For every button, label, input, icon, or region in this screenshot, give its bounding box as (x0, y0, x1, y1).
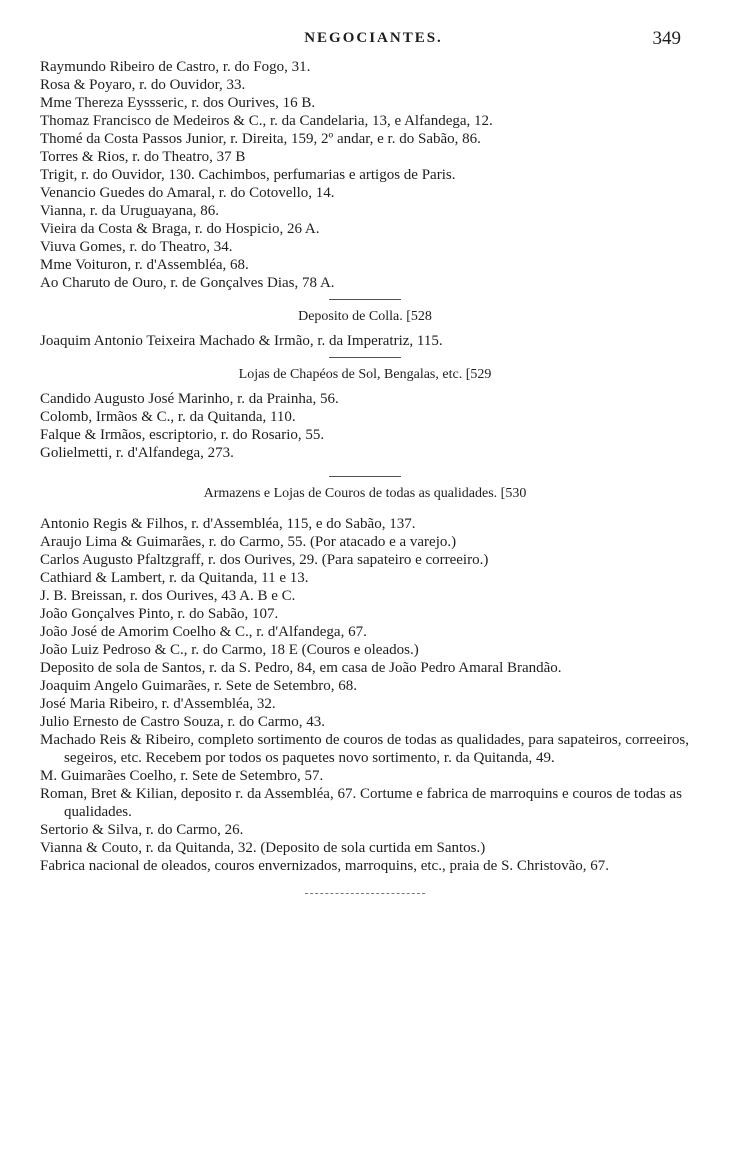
page-body (40, 58, 690, 894)
list-item: Vianna, r. da Uruguayana, 86. (40, 203, 220, 219)
section-divider (329, 357, 401, 358)
list-item: Deposito de sola de Santos, r. da S. Pedro, 84, em casa de João Pedro Amaral Brandão. (40, 660, 562, 676)
list-item: Trigit, r. do Ouvidor, 130. Cachimbos, perfumarias e artigos de Paris. (40, 167, 456, 183)
list-item: Machado Reis & Ribeiro, completo sortimento de couros de todas as qualidades, para sapateiros, correeiros, segeiros, etc. Recebem por todos os paquetes novo sortimento, r. da Quitanda, 49. (40, 732, 689, 766)
section-chapeos (40, 366, 690, 462)
section-divider (329, 476, 401, 477)
list-item: M. Guimarães Coelho, r. Sete de Setembro, 57. (40, 768, 324, 784)
list-item: Carlos Augusto Pfaltzgraff, r. dos Ourives, 29. (Para sapateiro e correeiro.) (40, 552, 489, 568)
list-item: Vianna & Couto, r. da Quitanda, 32. (Deposito de sola curtida em Santos.) (40, 840, 486, 856)
page-number: 349 (652, 28, 681, 49)
page-header (0, 30, 747, 52)
merchant-list (40, 58, 690, 292)
list-item: Araujo Lima & Guimarães, r. do Carmo, 55. (Por atacado e a varejo.) (40, 534, 457, 550)
list-item: João Luiz Pedroso & C., r. do Carmo, 18 E (Couros e oleados.) (40, 642, 419, 658)
section-couros (40, 485, 690, 875)
list-item: João José de Amorim Coelho & C., r. d'Alfandega, 67. (40, 624, 367, 640)
list-item: Mme Voituron, r. d'Assembléa, 68. (40, 257, 249, 273)
list-item: Falque & Irmãos, escriptorio, r. do Rosario, 55. (40, 427, 325, 443)
list-item: Fabrica nacional de oleados, couros envernizados, marroquins, etc., praia de S. Christovão, 67. (40, 858, 609, 874)
section-heading: Deposito de Colla. [528 (298, 309, 432, 324)
section-heading: Armazens e Lojas de Couros de todas as qualidades. [530 (203, 486, 527, 501)
list-item: Cathiard & Lambert, r. da Quitanda, 11 e 13. (40, 570, 309, 586)
closing-divider (305, 893, 425, 894)
list-item: Golielmetti, r. d'Alfandega, 273. (40, 445, 234, 461)
list-item: Joaquim Angelo Guimarães, r. Sete de Setembro, 68. (40, 678, 358, 694)
list-item: Roman, Bret & Kilian, deposito r. da Assembléa, 67. Cortume e fabrica de marroquins e couros de todas as qualidades. (40, 786, 682, 820)
list-item: Candido Augusto José Marinho, r. da Prainha, 56. (40, 391, 339, 407)
list-item: José Maria Ribeiro, r. d'Assembléa, 32. (40, 696, 276, 712)
list-item: Raymundo Ribeiro de Castro, r. do Fogo, 31. (40, 59, 311, 75)
list-item: Colomb, Irmãos & C., r. da Quitanda, 110. (40, 409, 296, 425)
list-item: Rosa & Poyaro, r. do Ouvidor, 33. (40, 77, 246, 93)
list-item: Viuva Gomes, r. do Theatro, 34. (40, 239, 233, 255)
list-item: João Gonçalves Pinto, r. do Sabão, 107. (40, 606, 279, 622)
section-divider (329, 299, 401, 300)
list-item: Thomé da Costa Passos Junior, r. Direita, 159, 2º andar, e r. do Sabão, 86. (40, 131, 481, 147)
running-title: NEGOCIANTES. (304, 30, 443, 46)
list-item: Antonio Regis & Filhos, r. d'Assembléa, 115, e do Sabão, 137. (40, 516, 416, 532)
list-item: Thomaz Francisco de Medeiros & C., r. da Candelaria, 13, e Alfandega, 12. (40, 113, 493, 129)
list-item: J. B. Breissan, r. dos Ourives, 43 A. B e C. (40, 588, 296, 604)
list-item: Torres & Rios, r. do Theatro, 37 B (40, 149, 246, 165)
section-heading: Lojas de Chapéos de Sol, Bengalas, etc. [529 (238, 367, 492, 382)
list-item: Sertorio & Silva, r. do Carmo, 26. (40, 822, 244, 838)
list-item: Joaquim Antonio Teixeira Machado & Irmão, r. da Imperatriz, 115. (40, 333, 443, 349)
section-colla (40, 308, 690, 350)
list-item: Vieira da Costa & Braga, r. do Hospicio, 26 A. (40, 221, 320, 237)
list-item: Mme Thereza Eyssseric, r. dos Ourives, 16 B. (40, 95, 316, 111)
list-item: Venancio Guedes do Amaral, r. do Cotovello, 14. (40, 185, 335, 201)
list-item: Ao Charuto de Ouro, r. de Gonçalves Dias, 78 A. (40, 275, 335, 291)
list-item: Julio Ernesto de Castro Souza, r. do Carmo, 43. (40, 714, 325, 730)
